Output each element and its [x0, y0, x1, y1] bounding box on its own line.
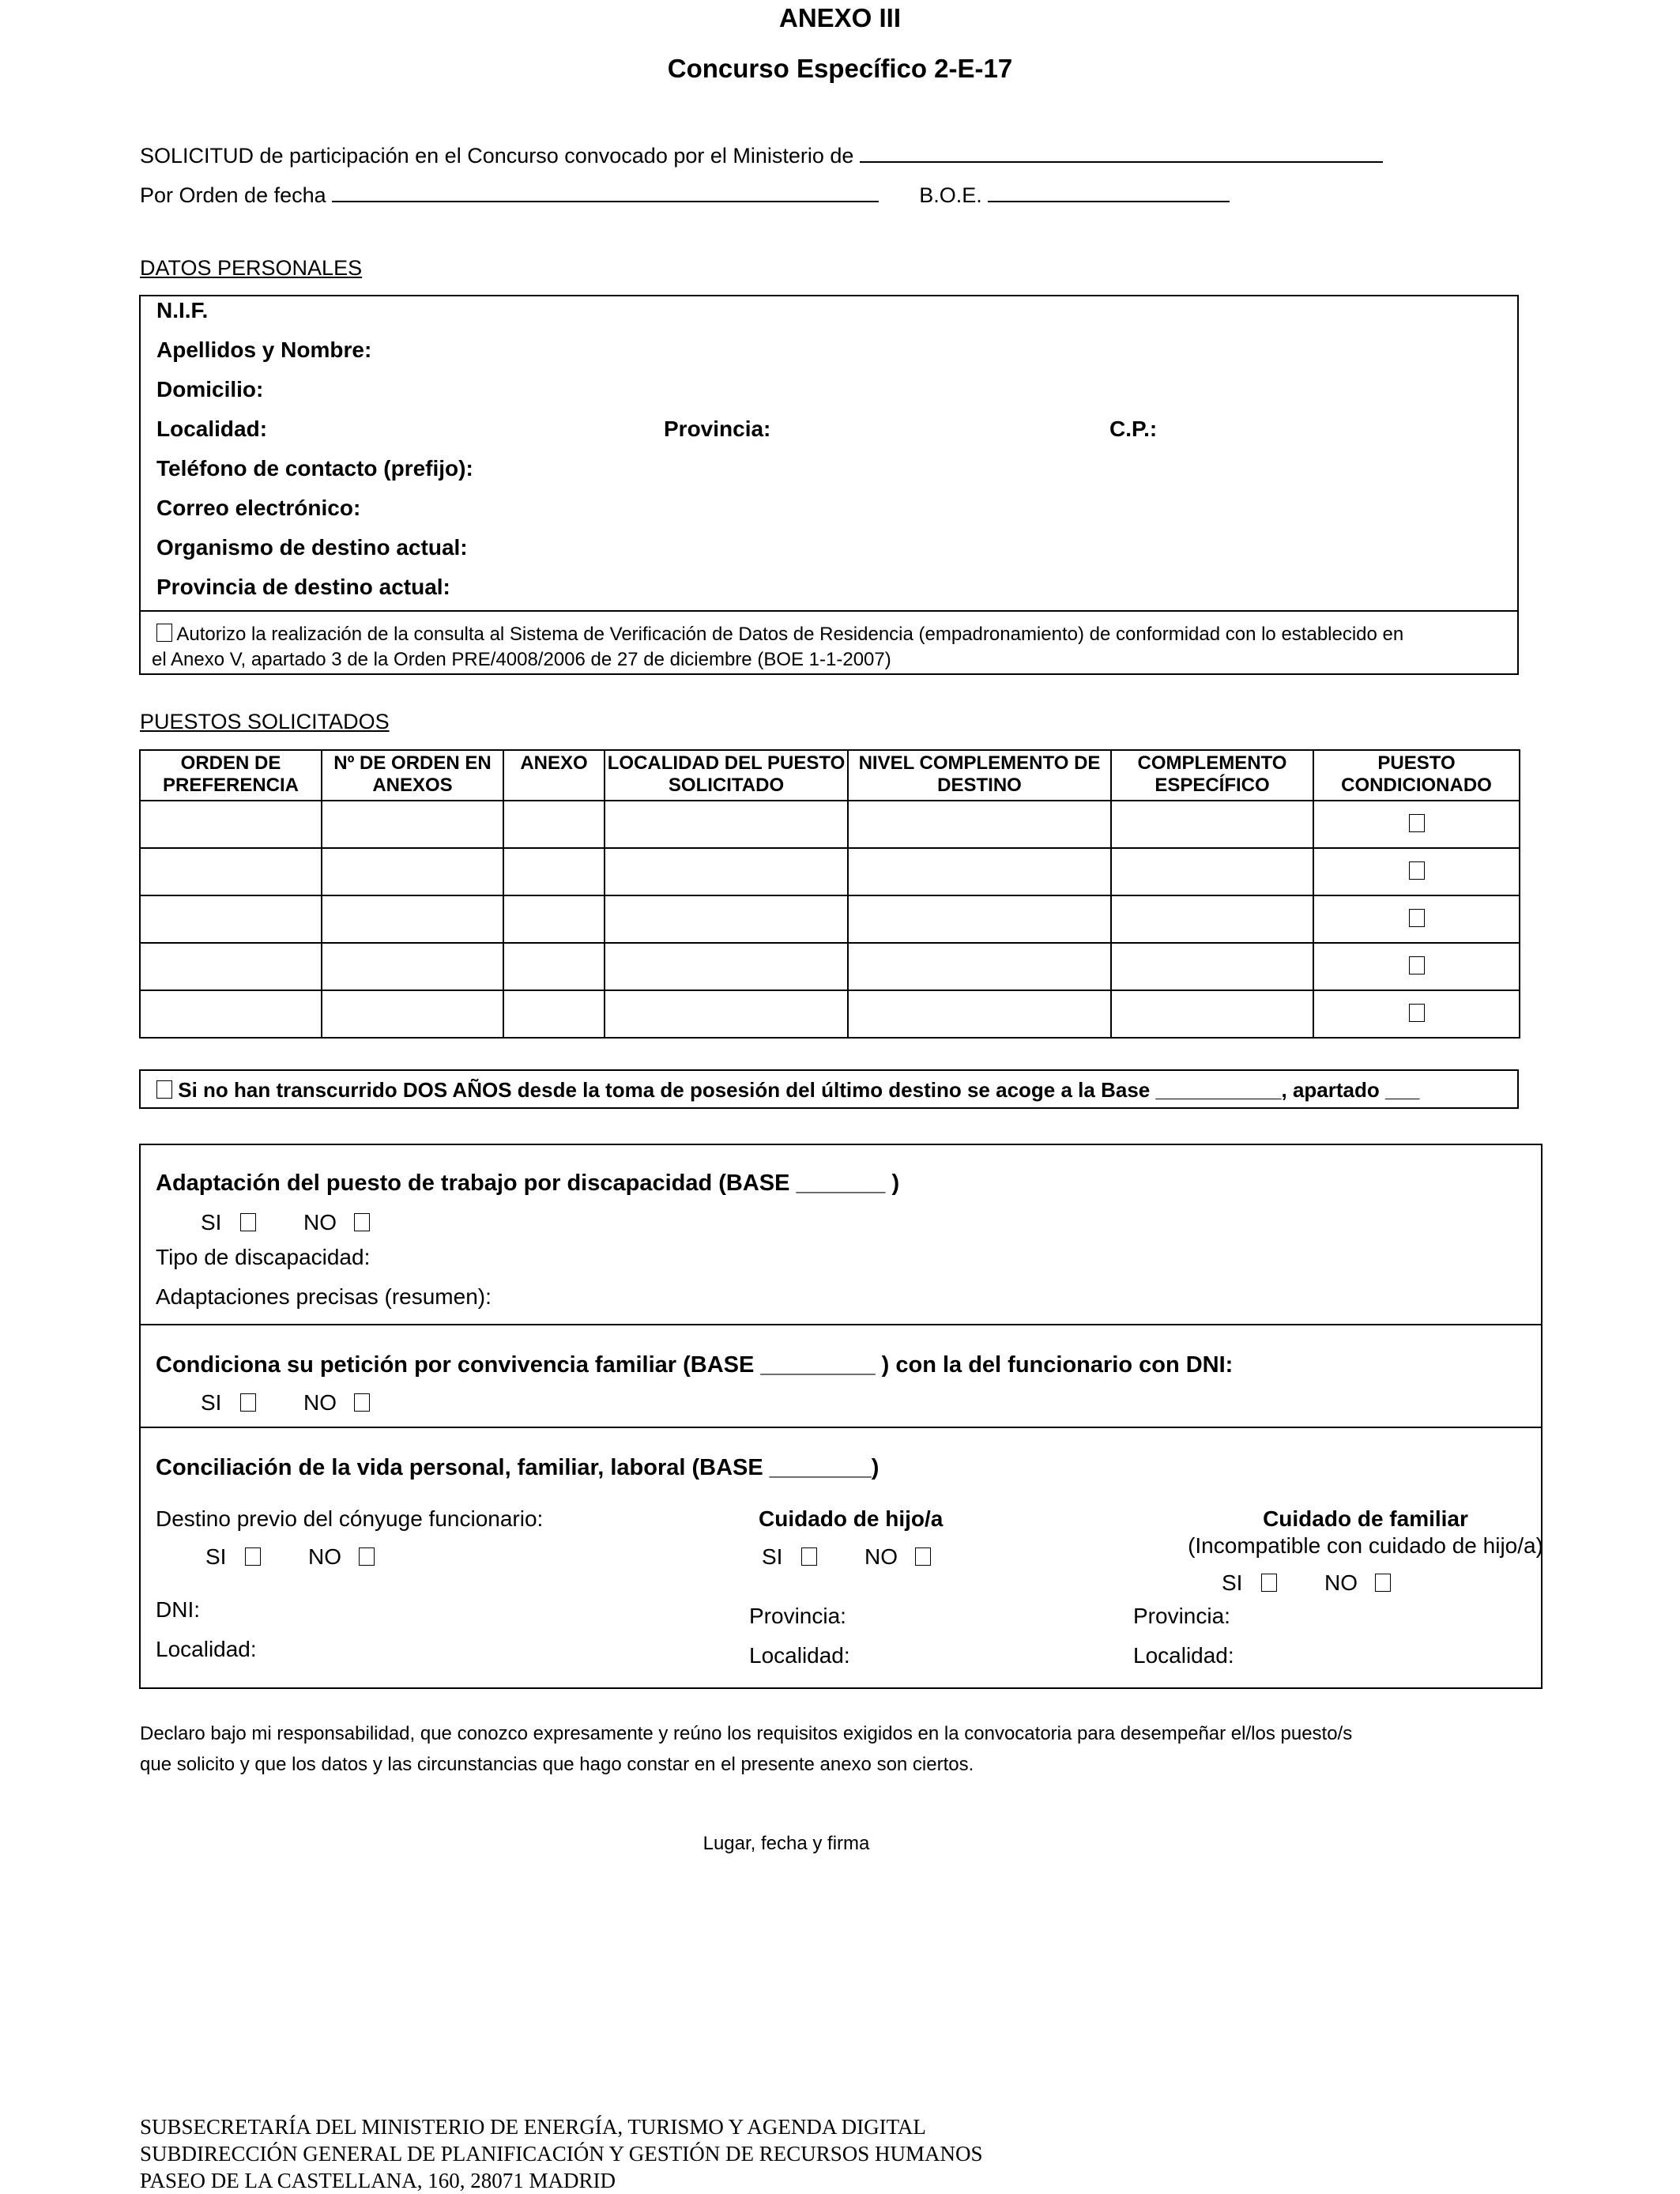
cohabitation-no-label: NO	[303, 1390, 337, 1415]
table-cell[interactable]	[605, 801, 848, 848]
column-header: Nº DE ORDEN EN ANEXOS	[322, 750, 503, 801]
boe-field[interactable]	[988, 182, 1230, 202]
table-cell[interactable]	[140, 990, 322, 1038]
conditioned-cell	[1313, 990, 1520, 1038]
order-date-field[interactable]	[332, 182, 879, 202]
postal-code-label: C.P.:	[1109, 417, 1158, 441]
column-header: NIVEL COMPLEMENTO DE DESTINO	[848, 750, 1111, 801]
ministry-field[interactable]	[860, 142, 1383, 163]
adaptations-label: Adaptaciones precisas (resumen):	[156, 1284, 492, 1309]
conditioned-cell	[1313, 848, 1520, 895]
declaration	[140, 1718, 1352, 1780]
consent-line-1	[156, 622, 1517, 647]
table-cell[interactable]	[848, 990, 1111, 1038]
cohabitation-title: Condiciona su petición por convivencia familiar (BASE _________ ) con la del funcionario con DNI:	[156, 1352, 1234, 1378]
contest-title: Concurso Específico 2-E-17	[667, 54, 1013, 83]
column-header: PUESTO CONDICIONADO	[1313, 750, 1520, 801]
consent-text-2: el Anexo V, apartado 3 de la Orden PRE/4008/2006 de 27 de diciembre (BOE 1-1-2007)	[152, 649, 891, 670]
table-cell[interactable]	[605, 990, 848, 1038]
table-cell[interactable]	[1111, 848, 1313, 895]
spouse-label: Destino previo del cónyuge funcionario:	[156, 1506, 544, 1531]
nif-label: N.I.F.	[156, 298, 209, 322]
child-no-checkbox[interactable]	[915, 1547, 931, 1566]
table-row	[140, 801, 1520, 848]
address-label: Domicilio:	[156, 377, 264, 401]
child-yes-label: SI	[762, 1544, 783, 1569]
order-date-label: Por Orden de fecha	[140, 183, 326, 207]
disability-options	[201, 1210, 370, 1235]
column-header: COMPLEMENTO ESPECÍFICO	[1111, 750, 1313, 801]
conditioned-checkbox[interactable]	[1409, 956, 1425, 974]
family-care-options	[1222, 1570, 1391, 1596]
child-care-title: Cuidado de hijo/a	[759, 1506, 944, 1531]
table-cell[interactable]	[848, 848, 1111, 895]
table-row	[140, 848, 1520, 895]
child-province-label: Provincia:	[749, 1604, 846, 1628]
family-province-label: Provincia:	[1133, 1604, 1230, 1628]
conditioned-checkbox[interactable]	[1409, 814, 1425, 832]
cohabitation-options	[201, 1390, 370, 1416]
spouse-dni-label: DNI:	[156, 1597, 200, 1622]
footer-line-1: SUBSECRETARÍA DEL MINISTERIO DE ENERGÍA, TURISMO Y AGENDA DIGITAL	[140, 2115, 926, 2139]
residence-consent-box	[139, 610, 1519, 675]
spouse-yes-checkbox[interactable]	[245, 1547, 261, 1566]
table-cell[interactable]	[503, 895, 605, 943]
phone-label: Teléfono de contacto (prefijo):	[156, 456, 473, 481]
locality-label: Localidad:	[156, 417, 268, 441]
request-line-1	[140, 142, 1383, 168]
table-cell[interactable]	[848, 801, 1111, 848]
organism-label: Organismo de destino actual:	[156, 535, 468, 560]
conditioned-cell	[1313, 801, 1520, 848]
conciliation-title: Conciliación de la vida personal, familiar, laboral (BASE ________)	[156, 1455, 880, 1480]
requested-posts-heading: PUESTOS SOLICITADOS	[140, 710, 390, 733]
spouse-yes-label: SI	[205, 1544, 227, 1569]
cohabitation-yes-checkbox[interactable]	[240, 1393, 256, 1412]
table-cell[interactable]	[1111, 895, 1313, 943]
table-row	[140, 990, 1520, 1038]
family-care-title: Cuidado de familiar	[1263, 1506, 1468, 1531]
child-locality-label: Localidad:	[749, 1643, 850, 1668]
spouse-no-label: NO	[308, 1544, 342, 1569]
family-no-checkbox[interactable]	[1375, 1574, 1391, 1592]
personal-data-box	[139, 295, 1519, 612]
declaration-line-1: Declaro bajo mi responsabilidad, que conozco expresamente y reúno los requisitos exigidos en la convocatoria para desempeñar el/los puesto/s	[140, 1723, 1353, 1744]
child-yes-checkbox[interactable]	[801, 1547, 817, 1566]
table-cell[interactable]	[322, 848, 503, 895]
child-care-options	[762, 1544, 931, 1570]
requested-posts-table	[139, 749, 1520, 1039]
column-header: ORDEN DE PREFERENCIA	[140, 750, 322, 801]
cohabitation-yes-label: SI	[201, 1390, 222, 1415]
annex-title: ANEXO III	[778, 3, 902, 32]
table-cell[interactable]	[605, 895, 848, 943]
table-cell[interactable]	[140, 848, 322, 895]
boe-label: B.O.E.	[919, 183, 982, 207]
table-cell[interactable]	[503, 943, 605, 990]
destination-province-label: Provincia de destino actual:	[156, 575, 450, 599]
two-years-text: Si no han transcurrido DOS AÑOS desde la toma de posesión del último destino se acoge a la Base ___________, apartado ___	[178, 1078, 1420, 1102]
divider	[141, 1427, 1541, 1428]
special-conditions-box	[139, 1144, 1543, 1689]
table-cell[interactable]	[140, 943, 322, 990]
column-header: LOCALIDAD DEL PUESTO SOLICITADO	[605, 750, 848, 801]
column-header: ANEXO	[503, 750, 605, 801]
family-yes-checkbox[interactable]	[1261, 1574, 1277, 1592]
family-locality-label: Localidad:	[1133, 1643, 1234, 1668]
consent-text-1: Autorizo la realización de la consulta al Sistema de Verificación de Datos de Residencia (empadronamiento) de conformidad con lo establecido en	[176, 624, 1404, 645]
request-ministry-label: SOLICITUD de participación en el Concurso convocado por el Ministerio de	[140, 144, 854, 168]
conditioned-cell	[1313, 895, 1520, 943]
spouse-no-checkbox[interactable]	[359, 1547, 375, 1566]
table-cell[interactable]	[605, 848, 848, 895]
table-cell[interactable]	[503, 801, 605, 848]
conditioned-checkbox[interactable]	[1409, 1004, 1425, 1022]
table-row	[140, 943, 1520, 990]
table-cell[interactable]	[1111, 943, 1313, 990]
disability-yes-label: SI	[201, 1210, 222, 1235]
table-header-row	[140, 750, 1520, 801]
table-cell[interactable]	[848, 895, 1111, 943]
table-cell[interactable]	[848, 943, 1111, 990]
request-line-2	[140, 182, 1230, 208]
two-years-box	[139, 1069, 1519, 1109]
conditioned-checkbox[interactable]	[1409, 861, 1425, 880]
consent-checkbox[interactable]	[156, 624, 172, 642]
email-label: Correo electrónico:	[156, 496, 361, 520]
spouse-locality-label: Localidad:	[156, 1637, 257, 1661]
table-cell[interactable]	[322, 895, 503, 943]
table-cell[interactable]	[605, 943, 848, 990]
cohabitation-no-checkbox[interactable]	[354, 1393, 370, 1412]
disability-type-label: Tipo de discapacidad:	[156, 1245, 371, 1269]
signature-label: Lugar, fecha y firma	[703, 1833, 870, 1854]
child-no-label: NO	[864, 1544, 898, 1569]
table-cell[interactable]	[1111, 990, 1313, 1038]
table-cell[interactable]	[322, 990, 503, 1038]
table-cell[interactable]	[503, 990, 605, 1038]
conditioned-checkbox[interactable]	[1409, 909, 1425, 927]
footer-line-3: PASEO DE LA CASTELLANA, 160, 28071 MADRID	[140, 2169, 616, 2192]
table-cell[interactable]	[322, 801, 503, 848]
table-cell[interactable]	[322, 943, 503, 990]
disability-no-label: NO	[303, 1210, 337, 1235]
divider	[141, 1324, 1541, 1325]
name-label: Apellidos y Nombre:	[156, 337, 372, 362]
province-label: Provincia:	[664, 417, 771, 441]
family-yes-label: SI	[1222, 1570, 1243, 1595]
table-cell[interactable]	[140, 895, 322, 943]
disability-yes-checkbox[interactable]	[240, 1213, 256, 1231]
conditioned-cell	[1313, 943, 1520, 990]
disability-no-checkbox[interactable]	[354, 1213, 370, 1231]
footer-address	[140, 2113, 983, 2194]
declaration-line-2: que solicito y que los datos y las circunstancias que hago constar en el presente anexo son ciertos.	[140, 1754, 974, 1775]
family-no-label: NO	[1324, 1570, 1358, 1595]
table-cell[interactable]	[503, 848, 605, 895]
disability-title: Adaptación del puesto de trabajo por discapacidad (BASE _______ )	[156, 1171, 900, 1196]
table-row	[140, 895, 1520, 943]
table-cell[interactable]	[140, 801, 322, 848]
personal-data-heading: DATOS PERSONALES	[140, 256, 363, 280]
family-care-note: (Incompatible con cuidado de hijo/a)	[1188, 1533, 1543, 1558]
footer-line-2: SUBDIRECCIÓN GENERAL DE PLANIFICACIÓN Y GESTIÓN DE RECURSOS HUMANOS	[140, 2142, 983, 2166]
two-years-checkbox[interactable]	[156, 1080, 172, 1099]
spouse-options	[205, 1544, 375, 1570]
table-cell[interactable]	[1111, 801, 1313, 848]
